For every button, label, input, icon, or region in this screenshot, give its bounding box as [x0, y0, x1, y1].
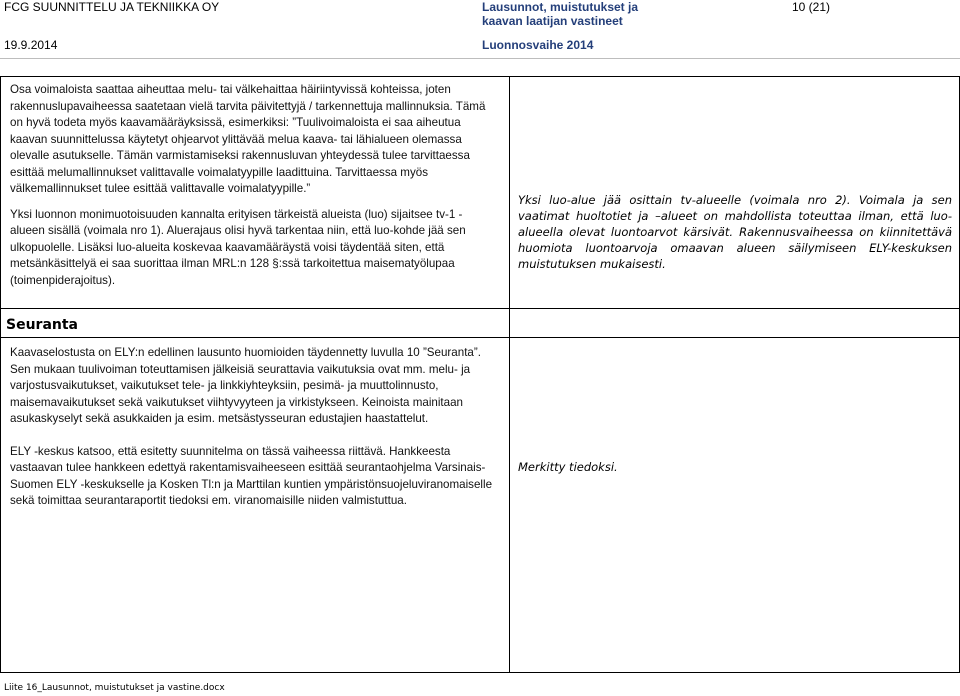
document-title-line2: kaavan laatijan vastineet — [482, 14, 623, 28]
table-bottom-border — [0, 672, 960, 673]
statement-paragraph: Osa voimaloista saattaa aiheuttaa melu- tai välkehaittaa häiriintyvissä kohteissa, joten rakennuslupavaiheessa saatetaan vielä tarvita päivitettyjä / tarkennettuja mallinnuksia. Tämä on hyvä todeta myös kaavamääräyksissä, esimerkiksi: ”Tuulivoimaloista ei saa aiheutua kaavan suunnittelussa käytetyt ohjearvot ylittävää melua kaava- tai lähialueen olemassa olevalle asutukselle. Tämän varmistamiseksi rakennusluvan yhteydessä tulee tarvittaessa esittää melumallinnukset valittavalle voimalatyypille laadittuina. Tarvittaessa myös välkemallinnukset tulee esittää valittavalle voimalatyypille.” — [10, 83, 486, 195]
statement-paragraph: ELY -keskus katsoo, että esitetty suunnitelma on tässä vaiheessa riittävä. Hankkeesta vastaavan tulee hankkeen edettyä rakentamisvaiheeseen esittää seurantaohjelma Varsinais-Suomen ELY -keskukselle ja Kosken Tl:n ja Marttilan kuntien ympäristönsuojeluviranomaiselle sekä toimittaa seurantaraportit tiedoksi em. viranomaisille niiden valmistuttua. — [10, 444, 493, 507]
phase-label: Luonnosvaihe 2014 — [482, 38, 594, 52]
header-divider — [0, 58, 960, 59]
section-heading: Seuranta — [6, 317, 79, 333]
statement-paragraph: Yksi luonnon monimuotoisuuden kannalta erityisen tärkeistä alueista (luo) sijaitsee tv-1 -alueen sisällä (voimala nro 1). Aluerajaus olisi hyvä tarkentaa niin, että luo-kohde jää sen ulkopuolelle. Lisäksi luo-alueita koskevaa kaavamääräystä voisi täydentää siten, että metsänkäsittelyä ei saa suorittaa ilman MRL:n 128 §:ssä tarkoitettua maisematyölupaa (toimenpiderajoitus). — [10, 207, 466, 287]
column-divider — [509, 76, 510, 672]
company-name: FCG SUUNNITTELU JA TEKNIIKKA OY — [4, 0, 220, 14]
document-title-line1: Lausunnot, muistutukset ja — [482, 0, 639, 14]
document-date: 19.9.2014 — [4, 38, 58, 52]
response-text: Merkitty tiedoksi. — [518, 460, 618, 474]
statement-paragraph: Kaavaselostusta on ELY:n edellinen lausunto huomioiden täydennetty luvulla 10 ”Seuranta”. Sen mukaan tuulivoiman toteuttamisen jälkeisiä seurattavia vaikutuksia ovat mm. melu- ja varjostusvaikutukset, vaikutukset tele- ja linkkiyhteyksiin, pesimä- ja muuttolinnusto, maisemavaikutukset sekä vaikutukset viihtyvyyteen ja virkistykseen. Keinoista mainitaan asukaskyselyt sekä asukkaiden ja esim. metsästysseuran edustajien haastattelut. — [10, 346, 481, 425]
response-text: Yksi luo-alue jää osittain tv-alueelle (voimala nro 2). Voimala ja sen vaatimat huoltotiet ja –alueet on mahdollista toteuttaa ilman, että luo-alueella olevat luontoarvot kärsivät. Rakennusvaiheessa on kiinnitettävä huomiota luontoarvoja omaavan alueen säilymiseen ELY-keskuksen muistutuksen mukaisesti. — [518, 193, 952, 271]
row-divider — [0, 308, 960, 309]
page-number: 10 (21) — [792, 0, 831, 14]
statement-excerpt — [10, 82, 496, 298]
row-divider — [0, 337, 960, 338]
file-name-footer: Liite 16_Lausunnot, muistutukset ja vastine.docx — [4, 683, 225, 693]
statement-excerpt — [10, 345, 496, 519]
